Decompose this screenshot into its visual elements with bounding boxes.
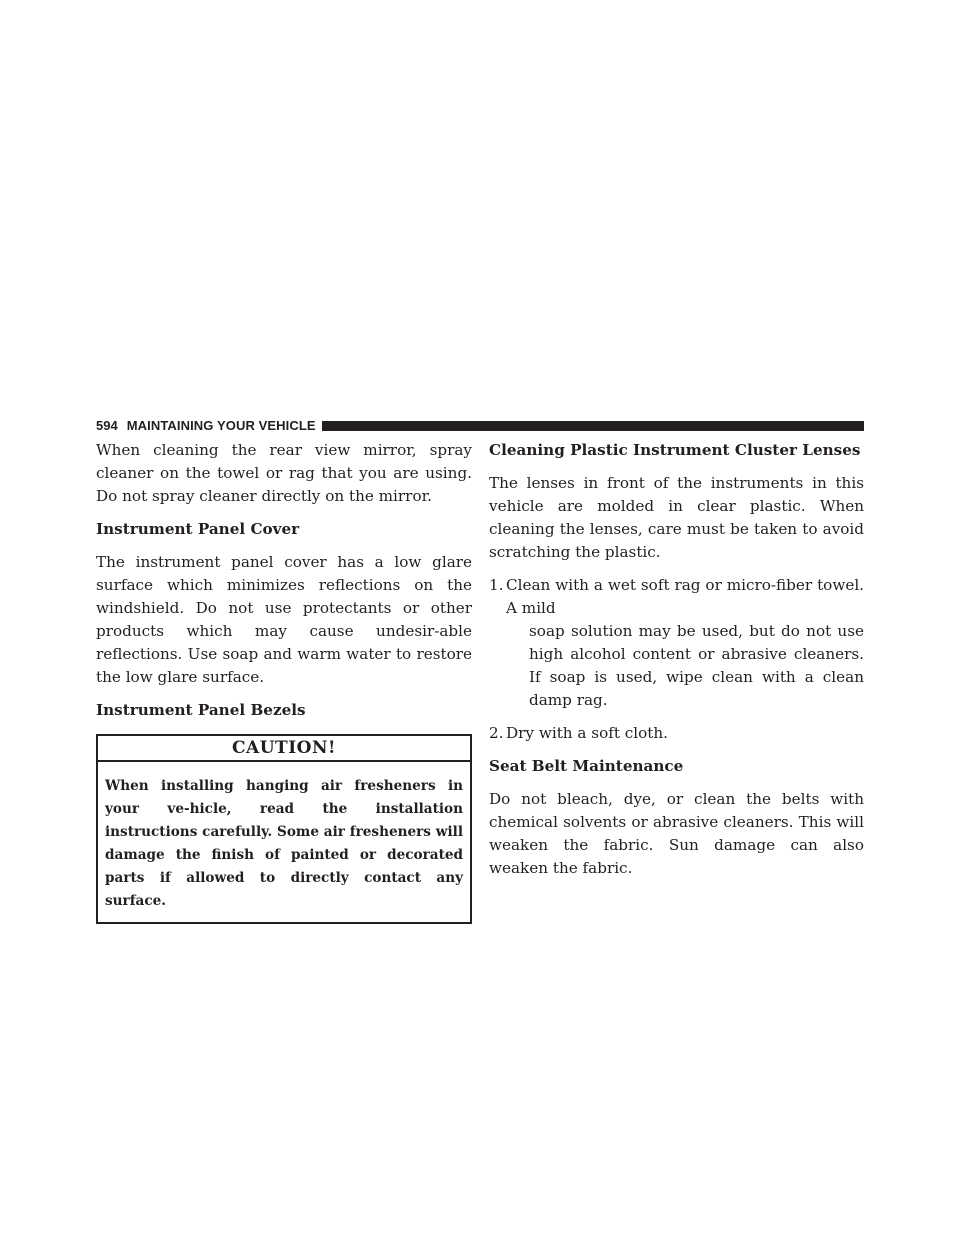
list-item-text [506,574,864,712]
list-item-number: 1. [489,576,504,594]
list-item-first-line: Dry with a soft cloth. [506,724,669,742]
header-rule [322,421,864,431]
right-column [489,439,864,890]
left-column [96,439,472,924]
instrument-panel-bezels-heading: Instrument Panel Bezels [96,701,306,719]
list-item-continuation: soap solution may be used, but do not use high alcohol content or abrasive cleaners. If soap is used, wipe clean with a clean damp rag. [529,622,864,709]
page-number: 594 [96,418,118,433]
seat-belt-maintenance-paragraph: Do not bleach, dye, or clean the belts with chemical solvents or abrasive cleaners. This will weaken the fabric. Sun damage can also weaken the fabric. [489,790,864,877]
list-item [489,722,864,745]
list-item-number: 2. [489,724,504,742]
list-item-first-line: Clean with a wet soft rag or micro-fiber towel. A mild [506,576,864,617]
list-item [489,574,864,712]
list-item-text [506,722,864,745]
cluster-lenses-heading: Cleaning Plastic Instrument Cluster Lenses [489,441,861,459]
seat-belt-maintenance-heading: Seat Belt Maintenance [489,757,684,775]
caution-box [96,734,472,924]
caution-title: CAUTION! [98,736,470,762]
caution-text: When installing hanging air fresheners in your ve-hicle, read the installation instructions carefully. Some air fresheners will damage the finish of painted or decorated parts if allowed to directly contact any surface. [105,778,463,909]
page-header [96,419,864,433]
cleaning-steps-list [489,574,864,745]
instrument-panel-cover-heading: Instrument Panel Cover [96,520,300,538]
mirror-cleaning-paragraph: When cleaning the rear view mirror, spray cleaner on the towel or rag that you are using. Do not spray cleaner directly on the mirror. [96,441,472,505]
cluster-lenses-paragraph: The lenses in front of the instruments in this vehicle are molded in clear plastic. When cleaning the lenses, care must be taken to avoid scratching the plastic. [489,474,864,561]
instrument-panel-cover-paragraph: The instrument panel cover has a low glare surface which minimizes reflections on the windshield. Do not use protectants or other products which may cause undesir-able reflections. Use soap and warm water to restore the low glare surface. [96,553,472,686]
section-title: MAINTAINING YOUR VEHICLE [126,418,316,433]
